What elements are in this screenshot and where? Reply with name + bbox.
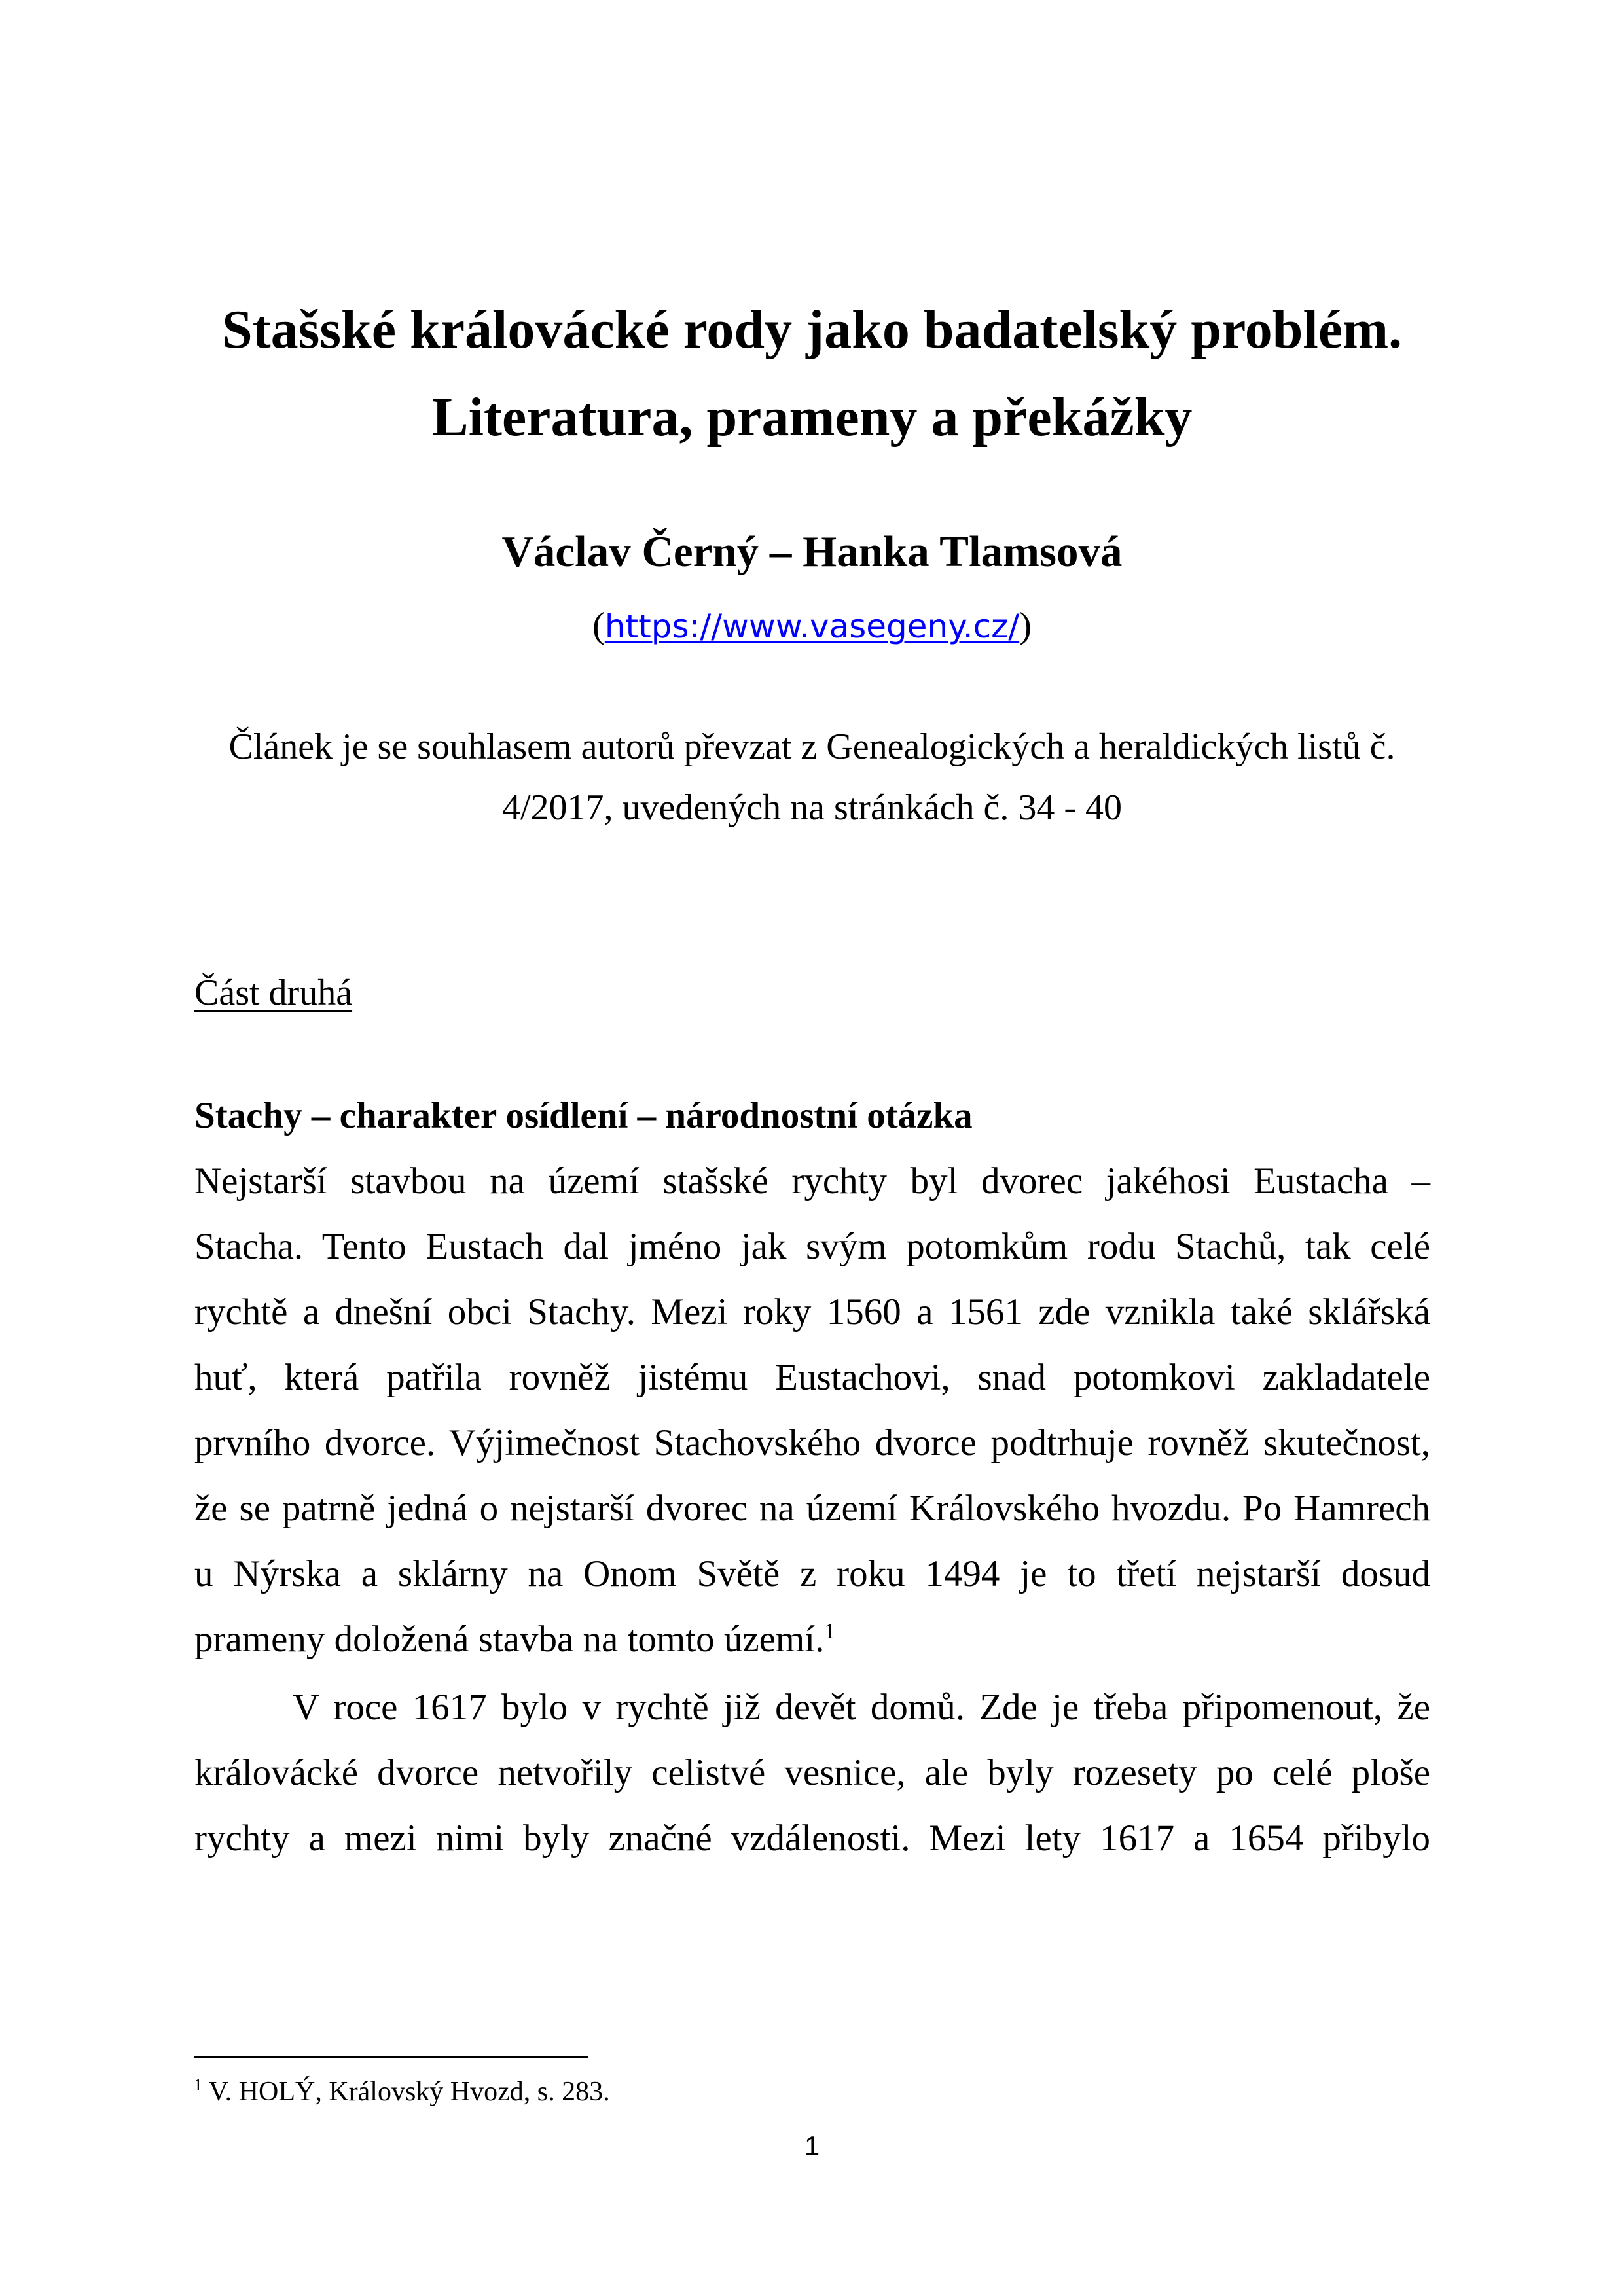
paragraph-2-line-1: V roce 1617 bylo v rychtě již devět domů. Zde je třeba připomenout, že bbox=[293, 1687, 1430, 1728]
paragraph-2-line-3: rychty a mezi nimi byly značné vzdálenosti. Mezi lety 1617 a 1654 přibylo bbox=[194, 1818, 1430, 1859]
paragraph-2-line-2: královácké dvorce netvořily celistvé vesnice, ale byly rozesety po celé ploše bbox=[194, 1752, 1430, 1793]
title-line-1: Stašské královácké rody jako badatelský problém. bbox=[221, 299, 1403, 360]
paragraph-1-line-1: Nejstarší stavbou na území stašské rychty byl dvorec jakéhosi Eustacha – bbox=[194, 1160, 1430, 1202]
section-heading: Stachy – charakter osídlení – národnostní otázka bbox=[194, 1095, 973, 1136]
website-line bbox=[0, 607, 1624, 644]
paragraph-1-line-8-text: prameny doložená stavba na tomto území. bbox=[194, 1619, 825, 1660]
footnote-1 bbox=[194, 2075, 610, 2107]
page-number: 1 bbox=[804, 2130, 820, 2161]
paragraph-1-line-8 bbox=[194, 1621, 1430, 1658]
footnote-number: 1 bbox=[194, 2075, 202, 2094]
close-paren: ) bbox=[1019, 605, 1032, 646]
source-note-line-1: Článek je se souhlasem autorů převzat z Genealogických a heraldických listů č. bbox=[228, 726, 1396, 767]
website-link[interactable]: https://www.vasegeny.cz/ bbox=[604, 607, 1020, 645]
paragraph-1-line-7: u Nýrska a sklárny na Onom Světě z roku 1494 je to třetí nejstarší dosud bbox=[194, 1553, 1430, 1594]
open-paren: ( bbox=[592, 605, 605, 646]
footnote-ref-1[interactable]: 1 bbox=[824, 1619, 836, 1643]
paragraph-1-line-6: že se patrně jedná o nejstarší dvorec na území Královského hvozdu. Po Hamrech bbox=[194, 1488, 1430, 1529]
paragraph-1-line-4: huť, která patřila rovněž jistému Eustachovi, snad potomkovi zakladatele bbox=[194, 1357, 1430, 1398]
section-label: Část druhá bbox=[194, 973, 353, 1013]
paragraph-1-line-3: rychtě a dnešní obci Stachy. Mezi roky 1560 a 1561 zde vznikla také sklářská bbox=[194, 1291, 1430, 1333]
title-line-2: Literatura, prameny a překážky bbox=[431, 387, 1193, 448]
paragraph-1-line-2: Stacha. Tento Eustach dal jméno jak svým potomkům rodu Stachů, tak celé bbox=[194, 1226, 1430, 1267]
footnote-text: V. HOLÝ, Královský Hvozd, s. 283. bbox=[208, 2077, 610, 2107]
paragraph-1-line-5: prvního dvorce. Výjimečnost Stachovského dvorce podtrhuje rovněž skutečnost, bbox=[194, 1422, 1430, 1463]
authors: Václav Černý – Hanka Tlamsová bbox=[501, 528, 1123, 576]
source-note-line-2: 4/2017, uvedených na stránkách č. 34 - 40 bbox=[501, 787, 1123, 828]
footnote-separator bbox=[194, 2056, 588, 2058]
